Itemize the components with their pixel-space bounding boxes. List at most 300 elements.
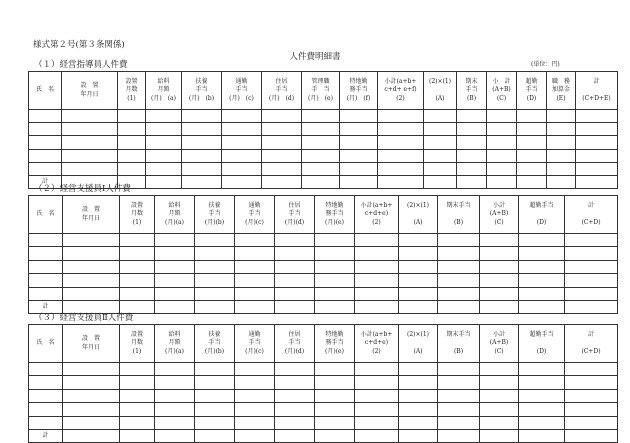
amount-cell[interactable] (480, 274, 519, 287)
amount-cell[interactable] (487, 175, 517, 188)
amount-cell[interactable] (487, 162, 517, 175)
amount-cell[interactable] (118, 123, 146, 136)
amount-cell[interactable] (519, 389, 565, 402)
amount-cell[interactable] (315, 416, 355, 429)
amount-cell[interactable] (438, 234, 480, 247)
amount-cell[interactable] (262, 162, 302, 175)
header-line: 給料 (168, 202, 181, 210)
amount-cell[interactable] (182, 149, 222, 162)
amount-cell[interactable] (480, 234, 519, 247)
amount-cell[interactable] (565, 274, 618, 287)
amount-cell[interactable] (519, 416, 565, 429)
amount-cell[interactable] (275, 287, 315, 300)
amount-cell[interactable] (262, 123, 302, 136)
header-line: c+d+e) (364, 210, 389, 218)
amount-cell[interactable] (275, 247, 315, 260)
name-cell[interactable] (29, 123, 62, 136)
amount-cell[interactable] (480, 247, 519, 260)
amount-cell[interactable] (438, 247, 480, 260)
amount-cell[interactable] (315, 260, 355, 273)
amount-cell[interactable] (438, 260, 480, 273)
amount-cell[interactable] (399, 389, 438, 402)
amount-cell[interactable] (457, 162, 487, 175)
amount-cell[interactable] (487, 149, 517, 162)
name-cell[interactable] (29, 234, 63, 247)
amount-cell[interactable] (63, 287, 120, 300)
amount-cell[interactable] (120, 363, 155, 376)
amount-cell[interactable] (315, 363, 355, 376)
amount-cell[interactable] (195, 416, 235, 429)
amount-cell[interactable] (275, 234, 315, 247)
amount-cell[interactable] (378, 175, 424, 188)
amount-cell[interactable] (424, 110, 457, 123)
amount-cell[interactable] (438, 376, 480, 389)
header-line: (月)(c) (245, 347, 264, 355)
amount-cell[interactable] (576, 175, 618, 188)
amount-cell[interactable] (565, 247, 618, 260)
amount-cell[interactable] (155, 416, 195, 429)
amount-cell[interactable] (62, 123, 118, 136)
amount-cell[interactable] (424, 136, 457, 149)
header-line: 務手当 (325, 339, 344, 347)
amount-cell[interactable] (565, 376, 618, 389)
name-cell[interactable] (29, 363, 63, 376)
amount-cell[interactable] (155, 376, 195, 389)
amount-cell[interactable] (63, 260, 120, 273)
amount-cell[interactable] (195, 376, 235, 389)
amount-cell[interactable] (155, 389, 195, 402)
amount-cell[interactable] (120, 389, 155, 402)
amount-cell[interactable] (182, 123, 222, 136)
amount-cell[interactable] (355, 429, 399, 442)
amount-cell[interactable] (480, 363, 519, 376)
header-line (519, 339, 564, 347)
amount-cell[interactable] (519, 234, 565, 247)
amount-cell[interactable] (565, 300, 618, 313)
amount-cell[interactable] (155, 429, 195, 442)
amount-cell[interactable] (399, 376, 438, 389)
amount-cell[interactable] (146, 136, 182, 149)
header-line: 計 (587, 202, 594, 210)
amount-cell[interactable] (519, 403, 565, 416)
amount-cell[interactable] (565, 389, 618, 402)
amount-cell[interactable] (576, 136, 618, 149)
amount-cell[interactable] (275, 403, 315, 416)
amount-cell[interactable] (235, 247, 275, 260)
amount-cell[interactable] (355, 287, 399, 300)
amount-cell[interactable] (235, 363, 275, 376)
header-line: (A) (413, 218, 423, 226)
amount-cell[interactable] (63, 416, 120, 429)
amount-cell[interactable] (262, 149, 302, 162)
amount-cell[interactable] (235, 376, 275, 389)
amount-cell[interactable] (517, 175, 547, 188)
name-cell[interactable] (29, 376, 63, 389)
amount-cell[interactable] (195, 247, 235, 260)
amount-cell[interactable] (195, 274, 235, 287)
amount-cell[interactable] (120, 274, 155, 287)
amount-cell[interactable] (340, 110, 378, 123)
amount-cell[interactable] (146, 123, 182, 136)
header-line: (D) (526, 94, 537, 102)
name-cell[interactable] (29, 149, 62, 162)
amount-cell[interactable] (399, 363, 438, 376)
amount-cell[interactable] (340, 162, 378, 175)
amount-cell[interactable] (378, 123, 424, 136)
amount-cell[interactable] (63, 429, 120, 442)
amount-cell[interactable] (155, 260, 195, 273)
amount-cell[interactable] (378, 136, 424, 149)
amount-cell[interactable] (146, 175, 182, 188)
amount-cell[interactable] (262, 136, 302, 149)
amount-cell[interactable] (120, 300, 155, 313)
amount-cell[interactable] (457, 110, 487, 123)
amount-cell[interactable] (438, 363, 480, 376)
amount-cell[interactable] (302, 136, 340, 149)
amount-cell[interactable] (195, 234, 235, 247)
amount-cell[interactable] (480, 429, 519, 442)
amount-cell[interactable] (120, 247, 155, 260)
name-cell[interactable] (29, 274, 63, 287)
amount-cell[interactable] (378, 149, 424, 162)
amount-cell[interactable] (120, 429, 155, 442)
amount-cell[interactable] (519, 363, 565, 376)
amount-cell[interactable] (565, 260, 618, 273)
amount-cell[interactable] (146, 149, 182, 162)
header-line: (2) (372, 347, 381, 355)
amount-cell[interactable] (315, 376, 355, 389)
amount-cell[interactable] (118, 110, 146, 123)
amount-cell[interactable] (480, 287, 519, 300)
amount-cell[interactable] (519, 247, 565, 260)
amount-cell[interactable] (302, 149, 340, 162)
amount-cell[interactable] (275, 376, 315, 389)
amount-cell[interactable] (517, 136, 547, 149)
amount-cell[interactable] (399, 274, 438, 287)
amount-cell[interactable] (355, 247, 399, 260)
amount-cell[interactable] (120, 416, 155, 429)
amount-cell[interactable] (315, 247, 355, 260)
amount-cell[interactable] (63, 300, 120, 313)
header-line: 手当 (288, 339, 301, 347)
amount-cell[interactable] (315, 234, 355, 247)
amount-cell[interactable] (222, 149, 262, 162)
amount-cell[interactable] (438, 403, 480, 416)
staff-cost-table-2 (28, 195, 618, 314)
header-line: 月数 (125, 86, 138, 94)
amount-cell[interactable] (182, 136, 222, 149)
set-date-column-header (63, 196, 120, 234)
amount-cell[interactable] (62, 162, 118, 175)
amount-cell[interactable] (399, 260, 438, 273)
amount-cell[interactable] (480, 403, 519, 416)
amount-cell[interactable] (519, 287, 565, 300)
amount-cell[interactable] (195, 429, 235, 442)
amount-cell[interactable] (182, 162, 222, 175)
amount-cell[interactable] (438, 300, 480, 313)
name-cell[interactable] (29, 416, 63, 429)
amount-cell[interactable] (547, 175, 576, 188)
header-line (565, 210, 617, 218)
amount-cell[interactable] (487, 136, 517, 149)
amount-cell[interactable] (63, 389, 120, 402)
amount-cell[interactable] (63, 403, 120, 416)
name-cell[interactable] (29, 287, 63, 300)
amount-cell[interactable] (576, 110, 618, 123)
amount-cell[interactable] (457, 149, 487, 162)
header-line: 務手当 (349, 86, 368, 94)
amount-cell[interactable] (547, 123, 576, 136)
amount-cell[interactable] (155, 403, 195, 416)
amount-cell[interactable] (222, 136, 262, 149)
amount-cell[interactable] (438, 389, 480, 402)
amount-cell[interactable] (355, 300, 399, 313)
amount-cell[interactable] (340, 136, 378, 149)
amount-cell[interactable] (487, 110, 517, 123)
name-cell[interactable] (29, 136, 62, 149)
amount-cell[interactable] (146, 162, 182, 175)
amount-cell[interactable] (235, 260, 275, 273)
amount-cell[interactable] (315, 287, 355, 300)
amount-cell[interactable] (576, 162, 618, 175)
amount-cell[interactable] (262, 110, 302, 123)
amount-cell[interactable] (146, 110, 182, 123)
table-row (29, 123, 618, 136)
amount-cell[interactable] (118, 162, 146, 175)
amount-cell[interactable] (315, 403, 355, 416)
amount-cell[interactable] (155, 287, 195, 300)
amount-cell[interactable] (340, 149, 378, 162)
amount-cell[interactable] (155, 300, 195, 313)
column-header (355, 196, 399, 234)
amount-cell[interactable] (576, 149, 618, 162)
column-header (315, 196, 355, 234)
header-line: 超勤 (525, 78, 538, 86)
amount-cell[interactable] (480, 260, 519, 273)
column-header (480, 196, 519, 234)
amount-cell[interactable] (547, 136, 576, 149)
amount-cell[interactable] (480, 389, 519, 402)
amount-cell[interactable] (565, 363, 618, 376)
amount-cell[interactable] (457, 136, 487, 149)
amount-cell[interactable] (63, 234, 120, 247)
amount-cell[interactable] (565, 429, 618, 442)
amount-cell[interactable] (519, 300, 565, 313)
amount-cell[interactable] (565, 287, 618, 300)
amount-cell[interactable] (517, 123, 547, 136)
amount-cell[interactable] (517, 162, 547, 175)
amount-cell[interactable] (565, 416, 618, 429)
amount-cell[interactable] (275, 416, 315, 429)
name-cell[interactable] (29, 260, 63, 273)
header-line: (C) (496, 94, 507, 102)
amount-cell[interactable] (315, 300, 355, 313)
amount-cell[interactable] (340, 175, 378, 188)
amount-cell[interactable] (355, 376, 399, 389)
amount-cell[interactable] (355, 234, 399, 247)
amount-cell[interactable] (222, 162, 262, 175)
amount-cell[interactable] (315, 274, 355, 287)
amount-cell[interactable] (424, 123, 457, 136)
column-header (424, 72, 457, 110)
amount-cell[interactable] (547, 149, 576, 162)
amount-cell[interactable] (182, 175, 222, 188)
amount-cell[interactable] (235, 429, 275, 442)
amount-cell[interactable] (565, 403, 618, 416)
amount-cell[interactable] (235, 389, 275, 402)
amount-cell[interactable] (517, 110, 547, 123)
column-header (565, 325, 618, 363)
amount-cell[interactable] (63, 247, 120, 260)
amount-cell[interactable] (519, 260, 565, 273)
amount-cell[interactable] (120, 287, 155, 300)
name-cell[interactable] (29, 389, 63, 402)
header-line: 月数 (130, 210, 143, 218)
amount-cell[interactable] (355, 260, 399, 273)
amount-cell[interactable] (195, 403, 235, 416)
amount-cell[interactable] (302, 175, 340, 188)
amount-cell[interactable] (355, 403, 399, 416)
amount-cell[interactable] (195, 300, 235, 313)
amount-cell[interactable] (235, 274, 275, 287)
amount-cell[interactable] (480, 300, 519, 313)
amount-cell[interactable] (302, 110, 340, 123)
amount-cell[interactable] (63, 274, 120, 287)
amount-cell[interactable] (62, 149, 118, 162)
table-row (29, 363, 618, 376)
amount-cell[interactable] (519, 376, 565, 389)
amount-cell[interactable] (262, 175, 302, 188)
amount-cell[interactable] (399, 416, 438, 429)
amount-cell[interactable] (399, 429, 438, 442)
header-line: (月)(b) (204, 218, 225, 226)
header-line: 手当 (275, 86, 288, 94)
amount-cell[interactable] (576, 123, 618, 136)
header-line: 住居 (288, 202, 301, 210)
amount-cell[interactable] (222, 123, 262, 136)
amount-cell[interactable] (155, 274, 195, 287)
header-line: 手当 (195, 86, 208, 94)
amount-cell[interactable] (235, 416, 275, 429)
name-cell[interactable] (29, 162, 62, 175)
amount-cell[interactable] (487, 123, 517, 136)
amount-cell[interactable] (275, 300, 315, 313)
amount-cell[interactable] (355, 363, 399, 376)
amount-cell[interactable] (378, 110, 424, 123)
amount-cell[interactable] (547, 110, 576, 123)
amount-cell[interactable] (222, 110, 262, 123)
amount-cell[interactable] (235, 234, 275, 247)
amount-cell[interactable] (355, 389, 399, 402)
amount-cell[interactable] (547, 162, 576, 175)
amount-cell[interactable] (517, 149, 547, 162)
amount-cell[interactable] (315, 429, 355, 442)
header-line: 扶養 (208, 331, 221, 339)
amount-cell[interactable] (399, 247, 438, 260)
amount-cell[interactable] (480, 376, 519, 389)
amount-cell[interactable] (519, 274, 565, 287)
amount-cell[interactable] (118, 136, 146, 149)
amount-cell[interactable] (275, 429, 315, 442)
amount-cell[interactable] (275, 274, 315, 287)
amount-cell[interactable] (399, 403, 438, 416)
amount-cell[interactable] (62, 110, 118, 123)
amount-cell[interactable] (222, 175, 262, 188)
amount-cell[interactable] (378, 162, 424, 175)
amount-cell[interactable] (438, 416, 480, 429)
amount-cell[interactable] (120, 376, 155, 389)
column-header (399, 325, 438, 363)
amount-cell[interactable] (275, 363, 315, 376)
amount-cell[interactable] (118, 149, 146, 162)
amount-cell[interactable] (62, 136, 118, 149)
amount-cell[interactable] (457, 175, 487, 188)
amount-cell[interactable] (355, 274, 399, 287)
amount-cell[interactable] (235, 300, 275, 313)
amount-cell[interactable] (155, 234, 195, 247)
amount-cell[interactable] (120, 260, 155, 273)
amount-cell[interactable] (315, 389, 355, 402)
amount-cell[interactable] (355, 416, 399, 429)
amount-cell[interactable] (195, 389, 235, 402)
header-line: 年月日 (81, 343, 100, 351)
name-cell[interactable] (29, 110, 62, 123)
amount-cell[interactable] (195, 363, 235, 376)
amount-cell[interactable] (182, 110, 222, 123)
column-header (487, 72, 517, 110)
amount-cell[interactable] (399, 287, 438, 300)
amount-cell[interactable] (120, 403, 155, 416)
amount-cell[interactable] (424, 149, 457, 162)
header-line (438, 210, 479, 218)
amount-cell[interactable] (340, 123, 378, 136)
header-line: 手当 (288, 210, 301, 218)
header-line: (1) (127, 94, 136, 102)
amount-cell[interactable] (302, 123, 340, 136)
amount-cell[interactable] (120, 234, 155, 247)
amount-cell[interactable] (424, 162, 457, 175)
amount-cell[interactable] (565, 234, 618, 247)
header-line: c+d+ e+f) (384, 86, 417, 94)
amount-cell[interactable] (155, 247, 195, 260)
amount-cell[interactable] (63, 376, 120, 389)
column-header (155, 196, 195, 234)
amount-cell[interactable] (457, 123, 487, 136)
amount-cell[interactable] (195, 287, 235, 300)
amount-cell[interactable] (438, 274, 480, 287)
name-cell[interactable] (29, 403, 63, 416)
header-line: 月額 (157, 86, 170, 94)
header-line: 手当 (248, 339, 261, 347)
amount-cell[interactable] (519, 429, 565, 442)
amount-cell[interactable] (424, 175, 457, 188)
amount-cell[interactable] (438, 429, 480, 442)
amount-cell[interactable] (302, 162, 340, 175)
amount-cell[interactable] (63, 363, 120, 376)
header-line: 通勤 (235, 78, 248, 86)
amount-cell[interactable] (438, 287, 480, 300)
amount-cell[interactable] (235, 403, 275, 416)
amount-cell[interactable] (155, 363, 195, 376)
amount-cell[interactable] (399, 234, 438, 247)
amount-cell[interactable] (275, 389, 315, 402)
amount-cell[interactable] (235, 287, 275, 300)
name-cell[interactable] (29, 247, 63, 260)
amount-cell[interactable] (275, 260, 315, 273)
amount-cell[interactable] (480, 416, 519, 429)
amount-cell[interactable] (195, 260, 235, 273)
amount-cell[interactable] (399, 300, 438, 313)
